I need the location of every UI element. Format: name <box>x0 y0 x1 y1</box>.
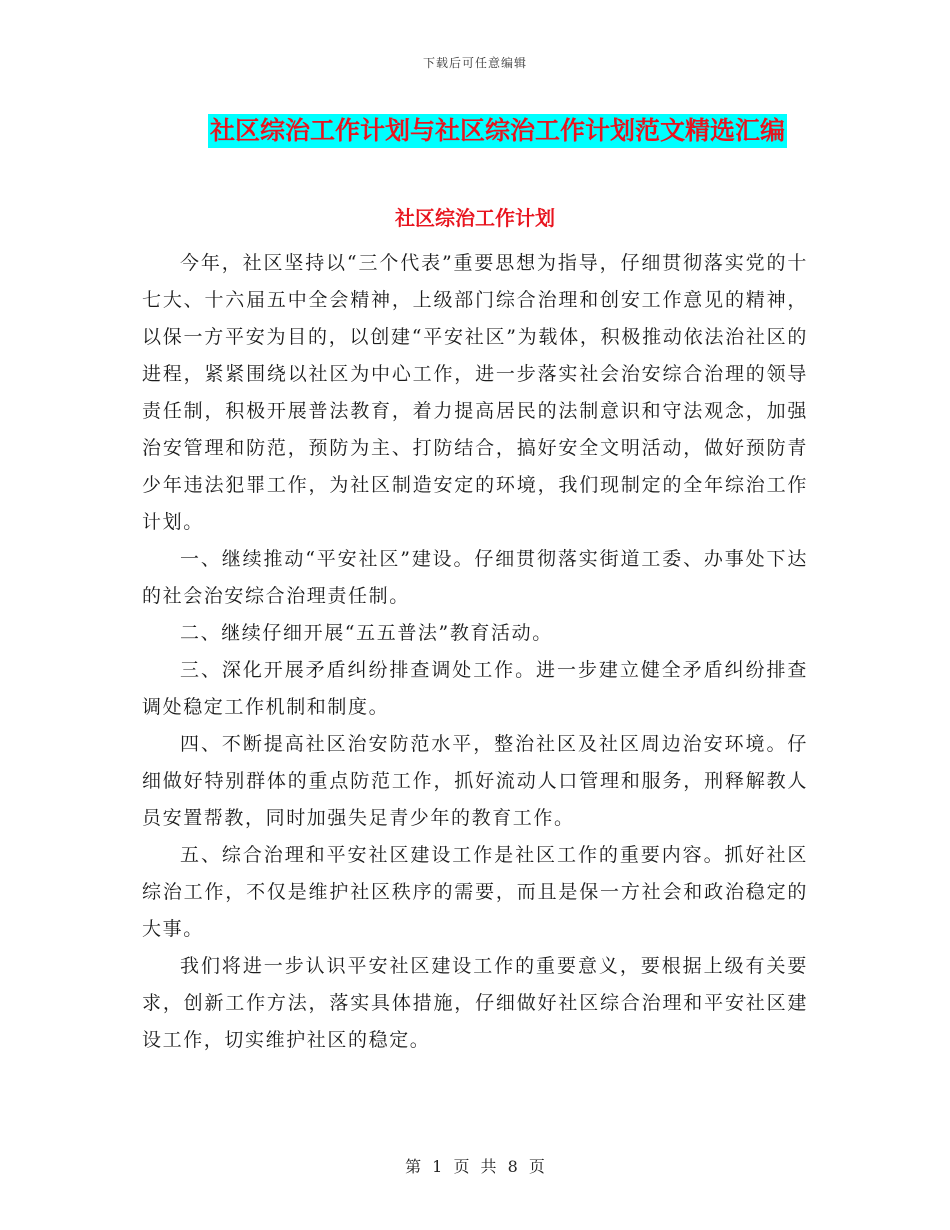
paragraph-item-3: 三、深化开展矛盾纠纷排查调处工作。进一步建立健全矛盾纠纷排查调处稳定工作机制和制度。 <box>142 659 808 718</box>
paragraph-item-2: 二、继续仔细开展“五五普法”教育活动。 <box>180 622 553 644</box>
paragraph-intro: 今年，社区坚持以“三个代表”重要思想为指导，仔细贯彻落实党的十七大、十六届五中全会精神，上级部门综合治理和创安工作意见的精神，以保一方平安为目的，以创建“平安社区”为载体，积极推动依法治社区的进程，紧紧围绕以社区为中心工作，进一步落实社会治安综合治理的领导责任制，积极开展普法教育，着力提高居民的法制意识和守法观念，加强治安管理和防范，预防为主、打防结合，搞好安全文明活动，做好预防青少年违法犯罪工作，为社区制造安定的环境，我们现制定的全年综治工作计划。 <box>142 252 808 533</box>
paragraph-item-5: 五、综合治理和平安社区建设工作是社区工作的重要内容。抓好社区综治工作，不仅是维护社区秩序的需要，而且是保一方社会和政治稳定的大事。 <box>142 844 808 940</box>
section-title: 社区综治工作计划 <box>395 206 555 230</box>
main-title-container <box>0 114 950 148</box>
page-footer: 第 1 页 共 8 页 <box>405 1157 545 1176</box>
paragraph-conclusion: 我们将进一步认识平安社区建设工作的重要意义，要根据上级有关要求，创新工作方法，落实具体措施，仔细做好社区综合治理和平安社区建设工作，切实维护社区的稳定。 <box>142 955 808 1051</box>
document-body <box>142 245 808 1059</box>
main-title: 社区综治工作计划与社区综治工作计划范文精选汇编 <box>208 114 787 148</box>
paragraph-item-1: 一、继续推动“平安社区”建设。仔细贯彻落实街道工委、办事处下达的社会治安综合治理责任制。 <box>142 548 808 607</box>
paragraph-item-4: 四、不断提高社区治安防范水平，整治社区及社区周边治安环境。仔细做好特别群体的重点防范工作，抓好流动人口管理和服务，刑释解教人员安置帮教，同时加强失足青少年的教育工作。 <box>142 733 808 829</box>
header-note: 下载后可任意编辑 <box>422 56 527 70</box>
